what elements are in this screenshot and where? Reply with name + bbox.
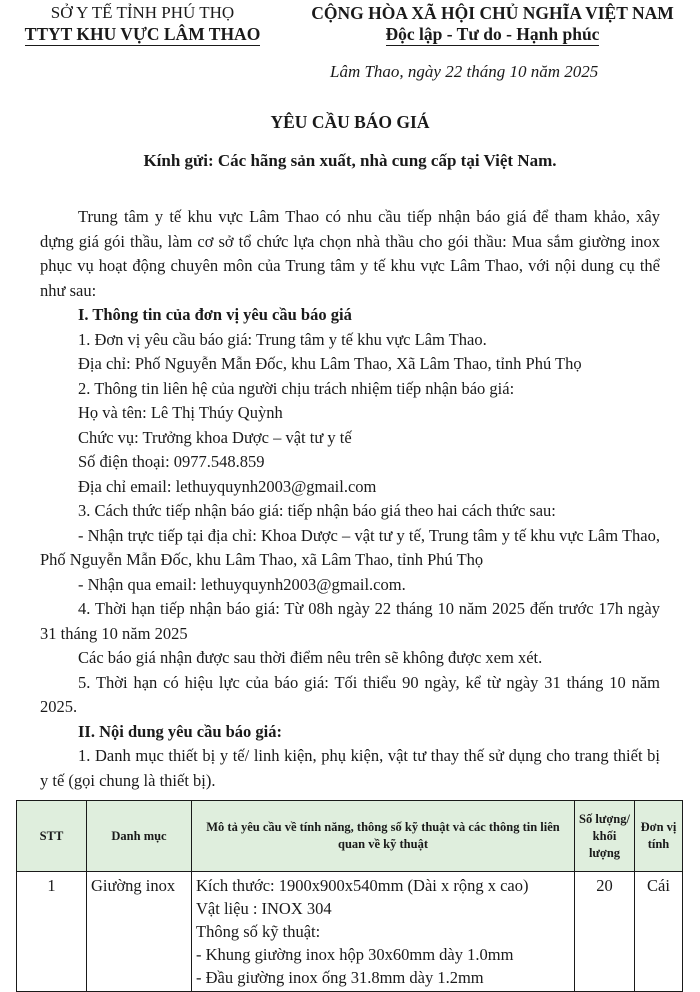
header-national-motto xyxy=(285,2,700,46)
unit-address: Địa chỉ: Phố Nguyễn Mẫn Đốc, khu Lâm Thao, Xã Lâm Thao, tỉnh Phú Thọ xyxy=(78,354,582,373)
spec-line: Kích thước: 1900x900x540mm (Dài x rộng x cao) xyxy=(196,876,529,895)
parent-agency: SỞ Y TẾ TỈNH PHÚ THỌ xyxy=(50,3,235,22)
spec-line: Thông số kỹ thuật: xyxy=(196,922,321,941)
table-header-row xyxy=(17,801,683,872)
table-row xyxy=(17,872,683,992)
row-quantity: 20 xyxy=(575,872,635,992)
row-category: Giường inox xyxy=(87,872,192,992)
receipt-method-heading: 3. Cách thức tiếp nhận báo giá: tiếp nhận báo giá theo hai cách thức sau: xyxy=(78,501,556,520)
section-1-heading: I. Thông tin của đơn vị yêu cầu báo giá xyxy=(78,305,352,324)
header-category: Danh mục xyxy=(87,801,192,872)
place-date: Lâm Thao, ngày 22 tháng 10 năm 2025 xyxy=(330,62,599,81)
country-name: CỘNG HÒA XÃ HỘI CHỦ NGHĨA VIỆT NAM xyxy=(311,3,674,23)
row-stt: 1 xyxy=(17,872,87,992)
contact-position: Chức vụ: Trưởng khoa Dược – vật tư y tế xyxy=(78,427,352,447)
receipt-deadline: 4. Thời hạn tiếp nhận báo giá: Từ 08h ngày 22 tháng 10 năm 2025 đến trước 17h ngày 31 tháng 10 năm 2025 xyxy=(40,599,660,643)
contact-name: Họ và tên: Lê Thị Thúy Quỳnh xyxy=(78,403,283,422)
equipment-list-intro: 1. Danh mục thiết bị y tế/ linh kiện, phụ kiện, vật tư thay thế sử dụng cho trang thiết bị y tế (gọi chung là thiết bị). xyxy=(40,746,660,790)
header-unit: Đơn vị tính xyxy=(635,801,683,872)
requesting-unit: 1. Đơn vị yêu cầu báo giá: Trung tâm y tế khu vực Lâm Thao. xyxy=(78,329,487,349)
motto: Độc lập - Tư do - Hạnh phúc xyxy=(385,24,600,44)
recipient-line: Kính gửi: Các hãng sản xuất, nhà cung cấp tại Việt Nam. xyxy=(143,151,557,170)
receipt-method-direct: - Nhận trực tiếp tại địa chỉ: Khoa Dược – vật tư y tế, Trung tâm y tế khu vực Lâm Thao, Phố Nguyễn Mẫn Đốc, khu Lâm Thao, xã Lâm Thao, tỉnh Phú Thọ xyxy=(40,525,660,569)
spec-line: Vật liệu : INOX 304 xyxy=(196,899,332,918)
quote-validity: 5. Thời hạn có hiệu lực của báo giá: Tối thiểu 90 ngày, kể từ ngày 31 tháng 10 năm 2025. xyxy=(40,672,660,716)
document-body xyxy=(40,205,660,793)
contact-heading: 2. Thông tin liên hệ của người chịu trách nhiệm tiếp nhận báo giá: xyxy=(78,378,515,398)
issuing-unit: TTYT KHU VỰC LÂM THAO xyxy=(24,24,261,44)
contact-email: Địa chỉ email: lethuyquynh2003@gmail.com xyxy=(78,476,377,496)
equipment-table xyxy=(16,800,683,992)
header-quantity: Số lượng/ khối lượng xyxy=(575,801,635,872)
header-stt: STT xyxy=(17,801,87,872)
spec-line: - Khung giường inox hộp 30x60mm dày 1.0mm xyxy=(196,945,514,964)
late-submission-note: Các báo giá nhận được sau thời điểm nêu trên sẽ không được xem xét. xyxy=(78,648,543,667)
row-description xyxy=(192,872,575,992)
intro-paragraph: Trung tâm y tế khu vực Lâm Thao có nhu cầu tiếp nhận báo giá để tham khảo, xây dựng giá gói thầu, làm cơ sở tổ chức lựa chọn nhà thầu cho gói thầu: Mua sắm giường inox phục vụ hoạt động chuyên môn của Trung tâm y tế khu vực Lâm Thao, với nội dung cụ thể như sau: xyxy=(40,207,660,300)
row-unit: Cái xyxy=(635,872,683,992)
contact-phone: Số điện thoại: 0977.548.859 xyxy=(78,452,265,471)
receipt-method-email: - Nhận qua email: lethuyquynh2003@gmail.com. xyxy=(78,574,406,594)
header-agency xyxy=(0,2,285,46)
document-title: YÊU CẦU BÁO GIÁ xyxy=(270,112,430,132)
section-2-heading: II. Nội dung yêu cầu báo giá: xyxy=(78,721,283,741)
header-description: Mô tả yêu cầu về tính năng, thông số kỹ thuật và các thông tin liên quan về kỹ thuật xyxy=(192,801,575,872)
spec-line: - Đầu giường inox ống 31.8mm dày 1.2mm xyxy=(196,968,484,987)
